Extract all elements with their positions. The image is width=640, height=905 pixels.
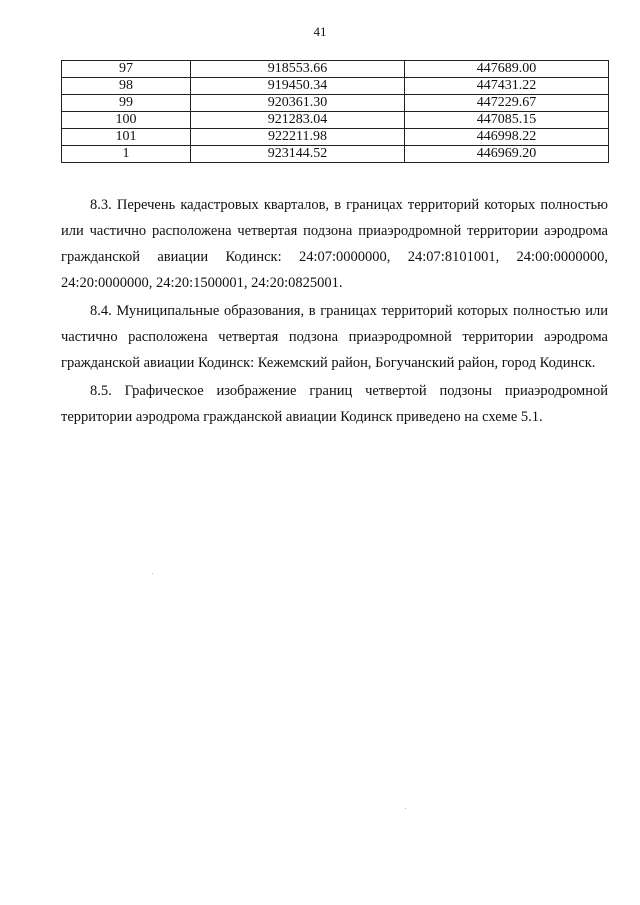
table-row [62,61,609,78]
point-number-cell: 100 [62,112,191,129]
coordinates-table [61,60,609,163]
y-coordinate-cell: 446969.20 [405,146,609,163]
table-row [62,112,609,129]
point-number-cell: 97 [62,61,191,78]
scan-speck [405,808,406,809]
x-coordinate-cell: 923144.52 [191,146,405,163]
y-coordinate-cell: 446998.22 [405,129,609,146]
y-coordinate-cell: 447689.00 [405,61,609,78]
scan-speck [152,573,153,574]
x-coordinate-cell: 920361.30 [191,95,405,112]
y-coordinate-cell: 447431.22 [405,78,609,95]
point-number-cell: 1 [62,146,191,163]
x-coordinate-cell: 919450.34 [191,78,405,95]
x-coordinate-cell: 918553.66 [191,61,405,78]
body-text [61,192,608,432]
point-number-cell: 98 [62,78,191,95]
table-row [62,146,609,163]
paragraph-8-5: 8.5. Графическое изображение границ четвертой подзоны приаэродромной территории аэродрома гражданской авиации Кодинск приведено на схеме 5.1. [61,383,608,425]
paragraph-8-4: 8.4. Муниципальные образования, в границах территорий которых полностью или частично расположена четвертая подзона приаэродромной территории аэродрома гражданской авиации Кодинск: Кежемский район, Богучанский район, город Кодинск. [61,303,608,371]
x-coordinate-cell: 922211.98 [191,129,405,146]
paragraph-8-3: 8.3. Перечень кадастровых кварталов, в границах территорий которых полностью или частично расположена четвертая подзона приаэродромной территории аэродрома гражданской авиации Кодинск: 24:07:0000000, 24:07:8101001, 24:00:0000000, 24:20:0000000, 24:20:1500001, 24:20:0825001. [61,197,608,291]
table-row [62,129,609,146]
page-number: 41 [313,24,327,39]
table-row [62,95,609,112]
point-number-cell: 101 [62,129,191,146]
point-number-cell: 99 [62,95,191,112]
y-coordinate-cell: 447229.67 [405,95,609,112]
y-coordinate-cell: 447085.15 [405,112,609,129]
table-row [62,78,609,95]
x-coordinate-cell: 921283.04 [191,112,405,129]
